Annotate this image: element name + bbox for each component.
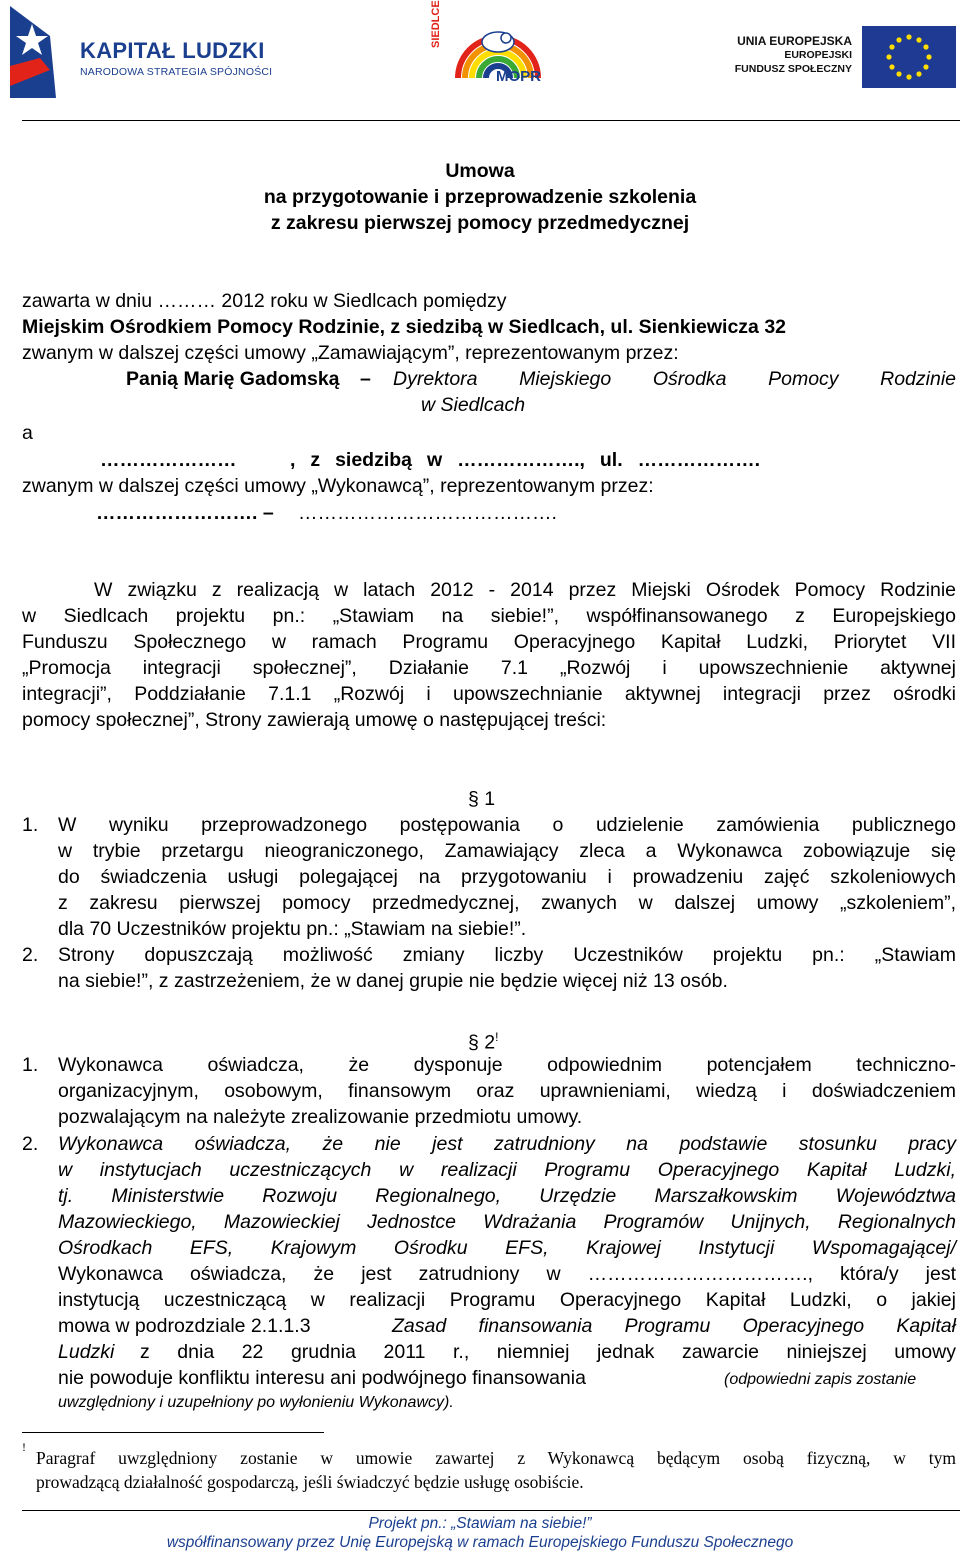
representative-role-city: w Siedlcach	[421, 394, 526, 416]
kapital-ludzki-star-icon	[10, 6, 56, 98]
section-1-item-2-line-1: Strony dopuszczają możliwość zmiany liczby Uczestników projektu pn.: „Stawiam	[58, 944, 956, 966]
section-2-footnote-mark[interactable]: !	[495, 1030, 499, 1044]
section-2-heading	[468, 1024, 498, 1056]
eu-fund-text-2: FUNDUSZ SPOŁECZNY	[734, 63, 852, 75]
preamble-line-2: w Siedlcach projektu pn.: „Stawiam na siebie!”, współfinansowanego z Europejskiego	[22, 605, 956, 627]
section-2-item-2-line-8b: Zasad finansowania Programu Operacyjnego Kapitał	[392, 1315, 956, 1337]
intro-contractor-alias: zwanym w dalszej części umowy „Wykonawcą”, reprezentowanym przez:	[22, 475, 654, 497]
doc-title: Umowa	[445, 160, 515, 182]
section-1-item-1-line-4: z zakresu pierwszej pomocy przedmedycznej, zwanych w dalszej umowy „szkoleniem”,	[58, 892, 956, 914]
section-2-item-1-line-1: Wykonawca oświadcza, że dysponuje odpowiednim potencjałem techniczno-	[58, 1054, 956, 1076]
section-2-item-2-line-10b: (odpowiedni zapis zostanie	[724, 1371, 917, 1388]
doc-title-line-3: z zakresu pierwszej pomocy przedmedycznej	[270, 212, 690, 234]
doc-title-line-2: na przygotowanie i przeprowadzenie szkolenia	[263, 186, 697, 208]
footer-cofinancing: współfinansowany przez Unię Europejską w ramach Europejskiego Funduszu Społecznego	[166, 1534, 794, 1551]
section-2-item-2-line-6: Wykonawca oświadcza, że jest zatrudniony w ……………………………., która/y jest	[58, 1263, 956, 1285]
section-2-item-2-line-3: tj. Ministerstwie Rozwoju Regionalnego, Urzędzie Marszałkowskim Województwa	[58, 1185, 956, 1207]
contractor-seat: , z siedzibą w ………………., ul. ……………….	[290, 449, 760, 471]
header-divider	[22, 120, 960, 121]
eu-fund-text-1: EUROPEJSKI	[784, 49, 852, 61]
section-1-item-1-line-3: do świadczenia usługi polegającej na przygotowaniu i prowadzeniu zajęć szkoleniowych	[58, 866, 956, 888]
section-1-item-1-line-2: w trybie przetargu nieograniczonego, Zamawiający zleca a Wykonawca zobowiązuje się	[58, 840, 956, 862]
kapital-ludzki-title: KAPITAŁ LUDZKI	[80, 38, 265, 63]
intro-orderer-line: Miejskim Ośrodkiem Pomocy Rodzinie, z siedzibą w Siedlcach, ul. Sienkiewicza 32	[22, 316, 787, 338]
contractor-rep-placeholder: ……………………. –	[96, 502, 274, 524]
section-2-item-2-line-10a: nie powoduje konfliktu interesu ani podwójnego finansowania	[58, 1367, 586, 1389]
footnote-line-2: prowadzącą działalność gospodarczą, jeśli świadczyć będzie usługę osobiście.	[36, 1472, 584, 1492]
section-1-item-1-line-1: W wyniku przeprowadzonego postępowania o udzielenie zamówienia publicznego	[58, 814, 956, 836]
section-1-heading: § 1	[468, 788, 496, 810]
section-2-item-2-line-2: w instytucjach uczestniczących w realizacji Programu Operacyjnego Kapitał Ludzki,	[58, 1159, 956, 1181]
eu-union-text: UNIA EUROPEJSKA	[737, 34, 852, 48]
section-2-item-2-line-9b: z dnia 22 grudnia 2011 r., niemniej jednak zawarcie niniejszej umowy	[140, 1341, 956, 1363]
mopr-text: MOPR	[496, 68, 541, 85]
contractor-name-placeholder: …………………	[100, 449, 237, 471]
representative-role: Dyrektora Miejskiego Ośrodka Pomocy Rodzinie	[393, 368, 956, 390]
eu-flag-icon	[862, 26, 956, 88]
footnote-mark: !	[22, 1440, 26, 1454]
section-2-item-2-line-11: uwzględniony i uzupełniony po wyłonieniu Wykonawcy).	[58, 1394, 454, 1411]
footer-project-name: Projekt pn.: „Stawiam na siebie!”	[368, 1515, 592, 1532]
preamble-line-3: Funduszu Społecznego w ramach Programu Operacyjnego Kapitał Ludzki, Priorytet VII	[22, 631, 956, 653]
section-2-item-2-line-8a: mowa w podrozdziale 2.1.1.3	[58, 1315, 311, 1337]
mopr-siedlce-text: SIEDLCE	[430, 0, 442, 48]
preamble-line-5: integracji”, Poddziałanie 7.1.1 „Rozwój i upowszechnianie aktywnej integracji przez ośrodki	[22, 683, 956, 705]
section-1-item-1-line-5: dla 70 Uczestników projektu pn.: „Stawiam na siebie!”.	[58, 918, 527, 940]
section-2-item-1-number: 1.	[22, 1054, 39, 1076]
preamble-line-6: pomocy społecznej”, Strony zawierają umowę o następującej treści:	[22, 709, 607, 731]
section-2-item-1-line-3: pozwalającym na należyte zrealizowanie przedmiotu umowy.	[58, 1106, 583, 1128]
footnote-line-1: Paragraf uwzględniony zostanie w umowie zawartej z Wykonawcą będącym osobą fizyczną, w tym	[36, 1448, 956, 1468]
preamble-line-1: W związku z realizacją w latach 2012 - 2014 przez Miejski Ośrodek Pomocy Rodzinie	[94, 579, 956, 601]
representative-dash: –	[360, 368, 371, 390]
representative-name: Panią Marię Gadomską	[126, 368, 340, 390]
section-1-item-1-number: 1.	[22, 814, 39, 836]
section-2-item-2-number: 2.	[22, 1133, 39, 1155]
section-2-item-2-line-5: Ośrodkach EFS, Krajowym Ośrodku EFS, Krajowej Instytucji Wspomagającej/	[58, 1237, 956, 1259]
intro-orderer-alias: zwanym w dalszej części umowy „Zamawiającym”, reprezentowanym przez:	[22, 342, 679, 364]
section-1-item-2-number: 2.	[22, 944, 39, 966]
footnote-divider	[22, 1432, 324, 1433]
and-conjunction: a	[22, 422, 33, 444]
section-2-item-2-line-4: Mazowieckiego, Mazowieckiej Jednostce Wdrażania Programów Unijnych, Regionalnych	[58, 1211, 956, 1233]
section-2-item-2-line-1: Wykonawca oświadcza, że nie jest zatrudniony na podstawie stosunku pracy	[58, 1133, 956, 1155]
contractor-rep-placeholder-2: ………………………………….	[298, 502, 557, 524]
section-1-item-2-line-2: na siebie!”, z zastrzeżeniem, że w danej grupie nie będzie więcej niż 13 osób.	[58, 970, 728, 992]
kapital-ludzki-subtitle: NARODOWA STRATEGIA SPÓJNOŚCI	[80, 66, 273, 78]
section-2-item-2-line-9a: Ludzki	[58, 1341, 115, 1363]
preamble-line-4: „Promocja integracji społecznej”, Działanie 7.1 „Rozwój i upowszechnienie aktywnej	[22, 657, 956, 679]
footer-divider	[22, 1510, 960, 1511]
intro-date-line: zawarta w dniu ……… 2012 roku w Siedlcach pomiędzy	[22, 290, 507, 312]
section-2-heading-text: § 2	[468, 1031, 496, 1054]
section-2-item-2-line-7: instytucją uczestniczącą w realizacji Programu Operacyjnego Kapitał Ludzki, o jakiej	[58, 1289, 956, 1311]
section-2-item-1-line-2: organizacyjnym, osobowym, finansowym oraz uprawnieniami, wiedzą i doświadczeniem	[58, 1080, 956, 1102]
